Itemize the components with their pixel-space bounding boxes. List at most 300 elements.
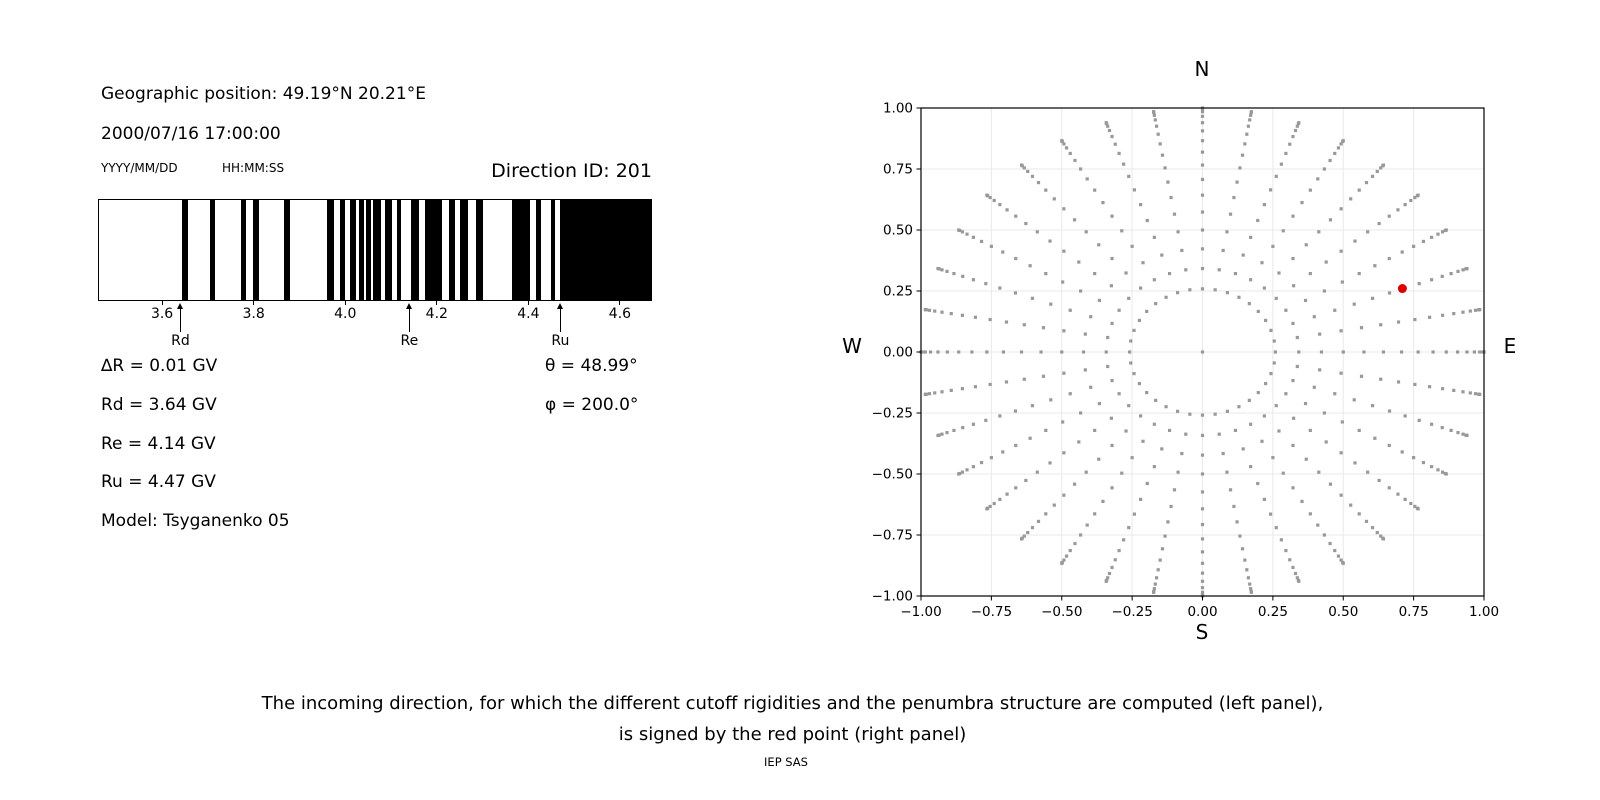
- direction-dot: [1441, 230, 1444, 233]
- direction-dot: [1154, 302, 1157, 305]
- penumbra-black-band: [397, 200, 401, 300]
- penumbra-marker-arrowstem: [560, 309, 562, 332]
- penumbra-marker-ru: [546, 303, 574, 349]
- direction-dot: [1145, 310, 1148, 313]
- direction-dot: [1388, 409, 1391, 412]
- direction-dot: [1478, 393, 1481, 396]
- direction-dot: [1145, 391, 1148, 394]
- direction-dot: [1201, 550, 1204, 553]
- direction-dot: [1026, 170, 1029, 173]
- direction-dot: [924, 308, 927, 311]
- direction-dot: [1079, 289, 1082, 292]
- direction-dot: [1132, 372, 1135, 375]
- penumbra-marker-arrowhead: [406, 303, 412, 309]
- direction-dot: [1273, 361, 1276, 364]
- direction-dot: [940, 390, 943, 393]
- direction-dot: [1097, 458, 1100, 461]
- figure-caption: [0, 688, 1585, 750]
- direction-dot: [1280, 538, 1283, 541]
- direction-dot: [1284, 152, 1287, 155]
- direction-dot: [1141, 440, 1144, 443]
- direction-dot: [1159, 142, 1162, 145]
- direction-dot: [1401, 250, 1404, 253]
- direction-id-text: Direction ID: 201: [491, 160, 652, 182]
- direction-dot: [1201, 267, 1204, 270]
- direction-dot: [1029, 264, 1032, 267]
- direction-dot: [1397, 320, 1400, 323]
- direction-dot: [1044, 512, 1047, 515]
- penumbra-marker-label: Rd: [171, 333, 190, 349]
- direction-dot: [1342, 139, 1345, 142]
- direction-dot: [1422, 461, 1425, 464]
- direction-dot: [961, 275, 964, 278]
- direction-dot: [1280, 163, 1283, 166]
- direction-dot: [1274, 350, 1277, 353]
- direction-dot: [1014, 257, 1017, 260]
- direction-dot: [1031, 526, 1034, 529]
- datetime-text: 2000/07/16 17:00:00: [101, 124, 281, 144]
- direction-dot: [1292, 417, 1295, 420]
- direction-dot: [1256, 219, 1259, 222]
- compass-west-label: W: [842, 334, 862, 358]
- direction-dot: [1029, 437, 1032, 440]
- direction-dot: [1371, 175, 1374, 178]
- direction-dot: [1110, 257, 1113, 260]
- direction-dot: [1273, 339, 1276, 342]
- direction-dot: [1118, 309, 1121, 312]
- direction-dot: [1089, 386, 1092, 389]
- penumbra-black-band: [551, 200, 555, 300]
- direction-dot: [1478, 308, 1481, 311]
- direction-dot: [940, 433, 943, 436]
- direction-dot: [1176, 230, 1179, 233]
- direction-dot: [1316, 177, 1319, 180]
- direction-dot: [1065, 555, 1068, 558]
- direction-dot: [1053, 504, 1056, 507]
- parameter-line-left: ∆R = 0.01 GV: [101, 356, 218, 376]
- direction-dot: [980, 461, 983, 464]
- direction-dot: [1323, 167, 1326, 170]
- direction-dot: [985, 507, 988, 510]
- direction-dot: [1188, 413, 1191, 416]
- direction-dot: [1014, 291, 1017, 294]
- penumbra-black-band: [210, 200, 216, 300]
- direction-dot: [1353, 398, 1356, 401]
- credit-text: IEP SAS: [764, 755, 808, 769]
- penumbra-black-band: [366, 200, 371, 300]
- direction-dot: [1340, 250, 1343, 253]
- direction-dot: [1131, 456, 1134, 459]
- direction-dot: [1201, 139, 1204, 142]
- direction-dot: [1328, 159, 1331, 162]
- direction-dot: [1245, 133, 1248, 136]
- penumbra-black-band: [241, 200, 246, 300]
- direction-dot: [1044, 429, 1047, 432]
- direction-dot: [1164, 296, 1167, 299]
- direction-dot: [1428, 316, 1431, 319]
- direction-dot: [1333, 549, 1336, 552]
- direction-dot: [936, 267, 939, 270]
- direction-dot: [1048, 461, 1051, 464]
- direction-dot: [1441, 426, 1444, 429]
- direction-dot: [1304, 299, 1307, 302]
- direction-dot: [1441, 471, 1444, 474]
- direction-dot: [1413, 383, 1416, 386]
- direction-dot: [1409, 199, 1412, 202]
- direction-dot: [1404, 203, 1407, 206]
- direction-dot: [1201, 580, 1204, 583]
- parameter-line-left: Re = 4.14 GV: [101, 433, 216, 454]
- direction-dot: [1358, 429, 1361, 432]
- direction-dot: [1131, 245, 1134, 248]
- direction-dot: [1073, 542, 1076, 545]
- direction-dot: [936, 350, 939, 353]
- direction-dot: [1366, 230, 1369, 233]
- direction-dot: [1169, 196, 1172, 199]
- direction-dot: [952, 272, 955, 275]
- penumbra-black-band: [340, 200, 345, 300]
- direction-dot: [1061, 280, 1064, 283]
- direction-dot: [1241, 547, 1244, 550]
- penumbra-marker-arrowstem: [409, 309, 411, 332]
- direction-dot: [1024, 479, 1027, 482]
- y-axis-tick-label: −0.75: [871, 527, 913, 544]
- direction-dot: [1138, 382, 1141, 385]
- direction-dot: [1428, 385, 1431, 388]
- direction-dot: [1023, 323, 1026, 326]
- penumbra-marker-label: Ru: [551, 333, 570, 349]
- direction-dot: [1073, 218, 1076, 221]
- direction-dot: [1048, 239, 1051, 242]
- direction-dot: [1114, 143, 1117, 146]
- direction-dot: [980, 240, 983, 243]
- direction-dot: [1376, 531, 1379, 534]
- direction-dot: [1461, 433, 1464, 436]
- caption-line-1: The incoming direction, for which the different cutoff rigidities and the penumbra structure are computed (left panel),: [261, 693, 1324, 714]
- penumbra-axis-tick: [253, 301, 254, 305]
- direction-dot: [1449, 272, 1452, 275]
- direction-dot: [940, 311, 943, 314]
- direction-dot: [989, 318, 992, 321]
- direction-dot: [1106, 336, 1109, 339]
- direction-dot: [1282, 229, 1285, 232]
- direction-dot: [1243, 558, 1246, 561]
- direction-dot: [1214, 288, 1217, 291]
- direction-dot: [1249, 423, 1252, 426]
- direction-dot: [1430, 236, 1433, 239]
- direction-dot: [1422, 240, 1425, 243]
- direction-dot: [1291, 135, 1294, 138]
- x-axis-tick-label: 0.75: [1398, 604, 1429, 620]
- x-axis-tick-label: 0.50: [1328, 604, 1359, 620]
- direction-dot: [1201, 115, 1204, 118]
- direction-dot: [1263, 286, 1266, 289]
- direction-dot: [1086, 177, 1089, 180]
- direction-dot: [924, 393, 927, 396]
- direction-dot: [929, 350, 932, 353]
- direction-dot: [1474, 309, 1477, 312]
- direction-dot: [933, 309, 936, 312]
- direction-dot: [1124, 429, 1127, 432]
- direction-dot: [1396, 493, 1399, 496]
- direction-dot: [1378, 222, 1381, 225]
- direction-dot: [1245, 568, 1248, 571]
- direction-dot: [1163, 166, 1166, 169]
- direction-dot: [1320, 350, 1323, 353]
- direction-dot: [1153, 236, 1156, 239]
- direction-dot: [1093, 189, 1096, 192]
- direction-dot: [1105, 350, 1108, 353]
- direction-dot: [1154, 583, 1157, 586]
- direction-dot: [1328, 542, 1331, 545]
- parameter-line-left: Model: Tsyganenko 05: [101, 511, 290, 532]
- direction-dot: [974, 385, 977, 388]
- direction-dot: [1077, 440, 1080, 443]
- direction-dot: [1257, 391, 1260, 394]
- direction-dot: [950, 389, 953, 392]
- y-axis-tick-label: 0.75: [882, 161, 913, 178]
- direction-dot: [1089, 315, 1092, 318]
- direction-dot: [1373, 437, 1376, 440]
- direction-dot: [1340, 451, 1343, 454]
- direction-dot: [1152, 110, 1155, 113]
- parameter-line-left: Rd = 3.64 GV: [101, 394, 217, 415]
- direction-dot: [1473, 350, 1476, 353]
- direction-dot: [1180, 249, 1183, 252]
- direction-dot: [1062, 207, 1065, 210]
- direction-dot: [1260, 440, 1263, 443]
- direction-dot: [1001, 250, 1004, 253]
- direction-dot: [1122, 163, 1125, 166]
- direction-dot: [1325, 440, 1328, 443]
- direction-dot: [1201, 228, 1204, 231]
- direction-dot: [1176, 471, 1179, 474]
- direction-dot: [1269, 329, 1272, 332]
- direction-dot: [1118, 549, 1121, 552]
- direction-dot: [1201, 210, 1204, 213]
- direction-dot: [1452, 389, 1455, 392]
- direction-dot: [1235, 180, 1238, 183]
- direction-dot: [1084, 332, 1087, 335]
- direction-dot: [1153, 114, 1156, 117]
- direction-dot: [1157, 133, 1160, 136]
- direction-dot: [1277, 429, 1280, 432]
- x-axis-tick-label: 0.00: [1187, 604, 1218, 620]
- penumbra-axis-tick-label: 3.8: [242, 306, 265, 322]
- direction-dot: [1342, 562, 1345, 565]
- direction-dot: [946, 350, 949, 353]
- direction-dot: [1465, 267, 1468, 270]
- direction-dot: [1430, 278, 1433, 281]
- direction-dot: [1456, 350, 1459, 353]
- direction-dot: [1412, 456, 1415, 459]
- direction-dot: [1133, 513, 1136, 516]
- direction-dot: [1044, 189, 1047, 192]
- direction-dot: [1184, 268, 1187, 271]
- direction-dot: [1229, 488, 1232, 491]
- direction-dot: [1042, 375, 1045, 378]
- direction-dot: [1062, 329, 1065, 332]
- direction-dot: [1441, 275, 1444, 278]
- penumbra-axis-tick: [619, 301, 620, 305]
- direction-dot: [1238, 166, 1241, 169]
- direction-dot: [1249, 236, 1252, 239]
- direction-dot: [1379, 378, 1382, 381]
- direction-dot: [1039, 350, 1042, 353]
- direction-dot: [1155, 576, 1158, 579]
- direction-dot: [1201, 247, 1204, 250]
- penumbra-black-band: [411, 200, 418, 300]
- direction-dot: [1237, 296, 1240, 299]
- penumbra-axis-tick: [528, 301, 529, 305]
- direction-dot: [1005, 208, 1008, 211]
- red-direction-point: [1398, 284, 1407, 293]
- direction-dot: [1412, 245, 1415, 248]
- direction-dot: [1297, 580, 1300, 583]
- direction-dot: [1333, 309, 1336, 312]
- direction-dot: [1418, 419, 1421, 422]
- direction-dot: [1036, 230, 1039, 233]
- direction-dot: [1160, 447, 1163, 450]
- direction-dot: [1329, 483, 1332, 486]
- direction-dot: [1014, 215, 1017, 218]
- direction-dot: [1342, 350, 1345, 353]
- direction-dot: [972, 465, 975, 468]
- direction-dot: [1065, 146, 1068, 149]
- direction-dot: [1141, 261, 1144, 264]
- direction-dot: [1353, 461, 1356, 464]
- direction-dot: [950, 312, 953, 315]
- direction-dot: [1291, 215, 1294, 218]
- direction-dot: [1073, 483, 1076, 486]
- direction-dot: [1201, 287, 1204, 290]
- direction-dot: [1161, 547, 1164, 550]
- direction-dot: [1049, 303, 1052, 306]
- direction-dot: [1353, 303, 1356, 306]
- direction-dot: [1382, 163, 1385, 166]
- penumbra-marker-label: Re: [400, 333, 419, 349]
- direction-dot: [1061, 420, 1064, 423]
- direction-dot: [1110, 379, 1113, 382]
- penumbra-marker-rd: [166, 303, 194, 349]
- penumbra-black-band: [385, 200, 392, 300]
- direction-dot: [1388, 291, 1391, 294]
- direction-dot: [1284, 549, 1287, 552]
- direction-dot: [993, 199, 996, 202]
- direction-dot: [1201, 537, 1204, 540]
- direction-dot: [1225, 230, 1228, 233]
- penumbra-axis-tick-label: 3.6: [150, 306, 174, 322]
- direction-dot: [1441, 314, 1444, 317]
- direction-dot: [1318, 368, 1321, 371]
- direction-dot: [1108, 129, 1111, 132]
- direction-dot: [1155, 125, 1158, 128]
- direction-dot: [1313, 386, 1316, 389]
- direction-dot: [1441, 387, 1444, 390]
- direction-dot: [1365, 520, 1368, 523]
- direction-dot: [1371, 526, 1374, 529]
- penumbra-axis-tick-label: 4.4: [517, 306, 540, 322]
- direction-dot: [1108, 572, 1111, 575]
- direction-dot: [1128, 350, 1131, 353]
- direction-dot: [1201, 163, 1204, 166]
- direction-dot: [940, 268, 943, 271]
- direction-dot: [1153, 278, 1156, 281]
- direction-dot: [984, 282, 987, 285]
- direction-dot: [1478, 350, 1481, 353]
- direction-dot: [1317, 471, 1320, 474]
- direction-dot: [1291, 444, 1294, 447]
- direction-dot: [1005, 380, 1008, 383]
- direction-dot: [1152, 591, 1155, 594]
- direction-dot: [1036, 471, 1039, 474]
- direction-dot: [1157, 568, 1160, 571]
- direction-dot: [1176, 291, 1179, 294]
- parameter-line-right: φ = 200.0°: [545, 394, 639, 415]
- direction-dot: [1294, 129, 1297, 132]
- direction-dot: [1069, 309, 1072, 312]
- direction-dot: [1271, 456, 1274, 459]
- direction-dot: [1316, 523, 1319, 526]
- direction-dot: [1317, 230, 1320, 233]
- direction-dot: [1201, 129, 1204, 132]
- direction-dot: [1188, 288, 1191, 291]
- direction-dot: [1127, 404, 1130, 407]
- direction-dot: [1026, 531, 1029, 534]
- direction-dot: [1242, 447, 1245, 450]
- direction-dot: [1146, 219, 1149, 222]
- direction-dot: [1232, 196, 1235, 199]
- direction-dot: [957, 472, 960, 475]
- penumbra-black-band: [253, 200, 259, 300]
- direction-dot: [1358, 512, 1361, 515]
- direction-dot: [957, 350, 960, 353]
- direction-dot: [1365, 181, 1368, 184]
- direction-dot: [1388, 486, 1391, 489]
- direction-dot: [1371, 404, 1374, 407]
- direction-dot: [1153, 465, 1156, 468]
- direction-dot: [984, 419, 987, 422]
- direction-dot: [1376, 170, 1379, 173]
- direction-map-plot: [840, 50, 1540, 650]
- direction-dot: [1318, 332, 1321, 335]
- direction-dot: [1127, 526, 1130, 529]
- direction-dot: [1201, 414, 1204, 417]
- direction-dot: [1264, 382, 1267, 385]
- direction-dot: [1201, 591, 1204, 594]
- direction-dot: [1382, 350, 1385, 353]
- direction-dot: [1173, 213, 1176, 216]
- direction-dot: [1127, 175, 1130, 178]
- direction-dot: [1297, 121, 1300, 124]
- direction-dot: [1201, 434, 1204, 437]
- direction-dot: [1269, 513, 1272, 516]
- direction-dot: [1296, 365, 1299, 368]
- direction-dot: [1062, 250, 1065, 253]
- direction-dot: [1275, 526, 1278, 529]
- direction-dot: [1042, 326, 1045, 329]
- direction-dot: [945, 431, 948, 434]
- direction-dot: [1222, 452, 1225, 455]
- direction-dot: [972, 236, 975, 239]
- direction-dot: [1218, 268, 1221, 271]
- penumbra-black-band: [425, 200, 442, 300]
- direction-dot: [1333, 392, 1336, 395]
- center-dot: [1201, 350, 1204, 353]
- direction-dot: [1201, 586, 1204, 589]
- direction-dot: [1388, 444, 1391, 447]
- direction-dot: [1079, 533, 1082, 536]
